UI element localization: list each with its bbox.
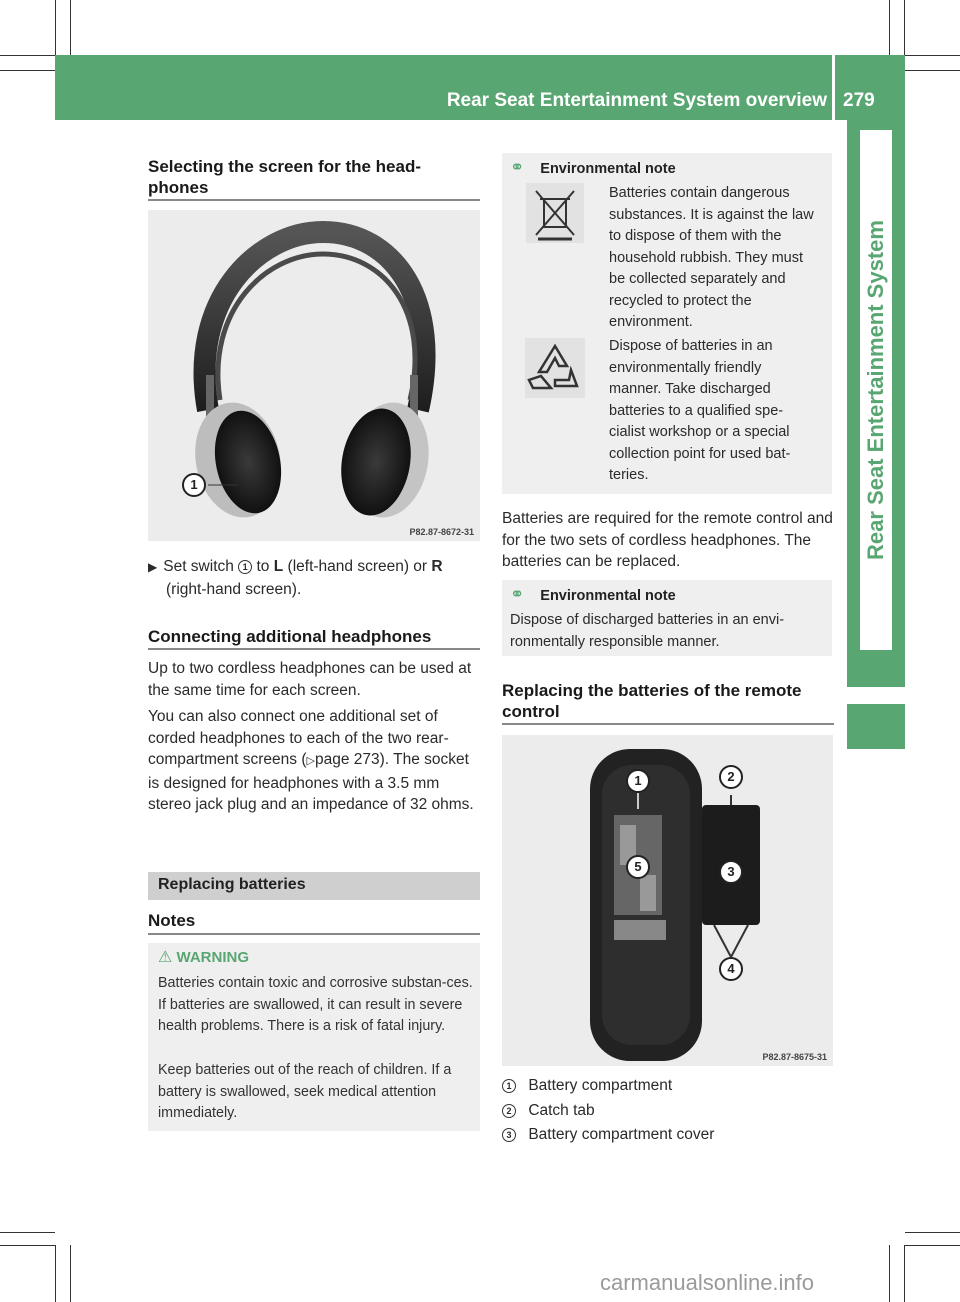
watermark: carmanualsonline.info xyxy=(600,1270,815,1295)
section-bar xyxy=(148,872,480,900)
step-arrow: ▶ xyxy=(148,560,158,574)
heading-notes: Notes xyxy=(148,911,196,930)
side-tab-marker xyxy=(847,704,905,749)
page-reference-link[interactable]: page 273 xyxy=(314,751,380,768)
heading-rule xyxy=(502,723,834,725)
lightbulb-icon: ⚭ xyxy=(510,158,525,177)
callout-1: 1 xyxy=(626,769,650,793)
heading-rule xyxy=(148,648,480,650)
page-number: 279 xyxy=(843,90,875,111)
circled-number: 1 xyxy=(502,1079,516,1093)
section-title: Replacing batteries xyxy=(158,876,306,893)
photo-code: P82.87-8672-31 xyxy=(409,527,474,537)
warning-box xyxy=(148,943,480,1131)
recycling-icon xyxy=(525,338,585,398)
heading-connecting: Connecting additional headphones xyxy=(148,627,432,646)
remote-control-photo xyxy=(502,735,833,1066)
circled-number: 3 xyxy=(502,1128,516,1142)
heading-replacing-remote: Replacing the batteries of the remote control xyxy=(502,681,802,721)
environmental-note-box xyxy=(502,153,832,494)
legend-item: 1 Battery compartment xyxy=(502,1075,834,1097)
callout-2: 2 xyxy=(719,765,743,789)
photo-code: P82.87-8675-31 xyxy=(762,1052,827,1062)
env-note-text: Dispose of batteries in an environmentally friendly manner. Take discharged batteries to a qualified spe-cialist workshop or a special collection point for used bat-teries. xyxy=(609,338,791,483)
env-note-title: Environmental note xyxy=(540,588,676,604)
paragraph: Up to two cordless headphones can be used at the same time for each screen. xyxy=(148,660,472,699)
env-note-title: Environmental note xyxy=(540,161,676,177)
page-ref-arrow: ▷ xyxy=(306,755,315,767)
env-note-text: Batteries contain dangerous substances. It is against the law to dispose of them with the household rubbish. They must be collected separately and recycled to protect the environment. xyxy=(609,185,814,330)
lightbulb-icon: ⚭ xyxy=(510,585,525,604)
headphones-photo xyxy=(148,210,480,541)
paragraph: Batteries are required for the remote control and for the two sets of cordless headphones. The batteries can be replaced. xyxy=(502,510,833,570)
warning-title: WARNING xyxy=(176,949,250,966)
circled-number: 2 xyxy=(502,1104,516,1118)
legend-list xyxy=(502,1075,834,1146)
header-divider xyxy=(832,55,835,120)
circled-number-1: 1 xyxy=(238,560,252,574)
heading-rule xyxy=(148,933,480,935)
env-note-text: Dispose of discharged batteries in an envi-ronmentally responsible manner. xyxy=(510,612,785,650)
environmental-note-box xyxy=(502,580,832,656)
heading-selecting-screen: Selecting the screen for the head- phones xyxy=(148,157,422,197)
header-title: Rear Seat Entertainment System overview xyxy=(446,90,827,111)
page-header xyxy=(55,55,905,120)
warning-text: Keep batteries out of the reach of children. If a battery is swallowed, seek medical attention immediately. xyxy=(158,1062,452,1121)
paragraph: You can also connect one additional set of corded headphones to each of the two rear-compartment screens (▷page 273). The socket is designed for headphones with a 3.5 mm stereo jack plug and an impedance of 32 ohms. xyxy=(148,708,474,813)
callout-3: 3 xyxy=(719,860,743,884)
callout-1: 1 xyxy=(182,473,206,497)
crossed-bin-icon xyxy=(526,183,584,243)
heading-rule xyxy=(148,199,480,201)
warning-text: Batteries contain toxic and corrosive substan-ces. If batteries are swallowed, it can result in severe health problems. There is a risk of fatal injury. xyxy=(158,975,473,1034)
legend-item: 2 Catch tab xyxy=(502,1100,834,1122)
callout-5: 5 xyxy=(626,855,650,879)
remote-illustration xyxy=(502,735,833,1066)
instruction-step: ▶ Set switch 1 to L (left-hand screen) or R (right-hand screen). xyxy=(148,558,443,598)
callout-4: 4 xyxy=(719,957,743,981)
side-tab-label: Rear Seat Entertainment System xyxy=(860,130,892,650)
warning-icon: ⚠ xyxy=(158,949,173,966)
legend-item: 3 Battery compartment cover xyxy=(502,1124,834,1146)
